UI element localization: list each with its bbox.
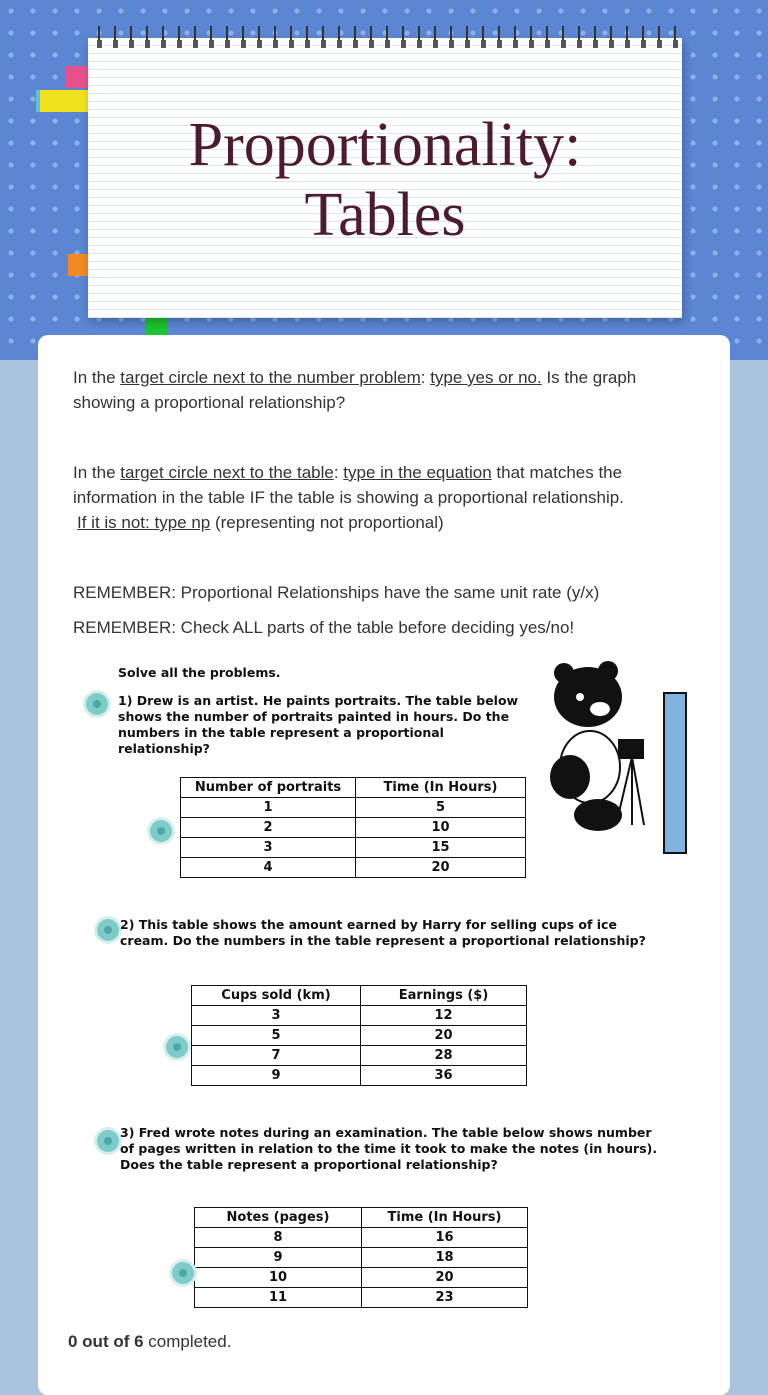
table-1-header: Number of portraits [181, 778, 356, 798]
instruction-2: In the target circle next to the table: type in the equation that matches the information in the table IF the table is showing a proportional relationship. If it is not: type np (representing not proportional) [73, 463, 624, 532]
worksheet-image [68, 657, 698, 1325]
target-circle-q2[interactable] [97, 919, 119, 941]
decorative-tab-pink [66, 66, 88, 88]
bear-artist-illustration [540, 657, 700, 857]
target-circle-table-1[interactable] [150, 820, 172, 842]
instruction-2-np-text: If it is not: type np [77, 513, 211, 532]
question-2: 2) This table shows the amount earned by Harry for selling cups of ice cream. Do the numbers in the table represent a proportional relationship? [120, 917, 646, 948]
table-3 [194, 1207, 528, 1308]
table-2 [191, 985, 527, 1086]
worksheet-heading: Solve all the problems. [118, 665, 281, 680]
instruction-2-equation-text: type in the equation [343, 463, 492, 482]
remember-2: REMEMBER: Check ALL parts of the table before deciding yes/no! [73, 618, 575, 637]
progress-status [68, 1332, 231, 1352]
remember-1: REMEMBER: Proportional Relationships have the same unit rate (y/x) [73, 583, 600, 602]
title-line-2: Tables [304, 181, 466, 249]
progress-count: 0 out of 6 [68, 1332, 144, 1351]
target-circle-q1[interactable] [86, 693, 108, 715]
target-circle-q3[interactable] [97, 1130, 119, 1152]
target-circle-table-3[interactable] [172, 1262, 194, 1284]
table-3-header: Notes (pages) [195, 1208, 362, 1228]
decorative-tab-orange [68, 254, 88, 276]
table-row: 3 15 [181, 838, 526, 858]
notepad-title-card [88, 38, 682, 318]
worksheet-card [38, 335, 730, 1395]
table-row: 1 5 [181, 798, 526, 818]
table-1-header: Time (In Hours) [356, 778, 526, 798]
page-title [88, 110, 682, 250]
table-1 [180, 777, 526, 878]
instruction-1: In the target circle next to the number problem: type yes or no. Is the graph showing a proportional relationship? [73, 368, 637, 412]
table-2-header: Earnings ($) [361, 986, 527, 1006]
table-row: 5 20 [192, 1026, 527, 1046]
table-2-header: Cups sold (km) [192, 986, 361, 1006]
title-line-1: Proportionality: [188, 111, 582, 179]
table-row: 9 36 [192, 1066, 527, 1086]
table-row: 9 18 [195, 1248, 528, 1268]
table-row: 2 10 [181, 818, 526, 838]
table-row: 3 12 [192, 1006, 527, 1026]
instruction-1-target-text: target circle next to the number problem [120, 368, 421, 387]
instruction-2-target-text: target circle next to the table [120, 463, 334, 482]
table-row: 7 28 [192, 1046, 527, 1066]
instruction-1-answer-text: type yes or no. [430, 368, 542, 387]
target-circle-table-2[interactable] [166, 1036, 188, 1058]
question-3: 3) Fred wrote notes during an examination. The table below shows number of pages written in relation to the time it took to make the notes (in hours). Does the table represent a proportional relationship? [120, 1125, 658, 1172]
table-row: 10 20 [195, 1268, 528, 1288]
header-banner [0, 0, 768, 360]
table-row: 8 16 [195, 1228, 528, 1248]
table-row: 4 20 [181, 858, 526, 878]
progress-suffix: completed. [143, 1332, 232, 1351]
table-3-header: Time (In Hours) [362, 1208, 528, 1228]
table-row: 11 23 [195, 1288, 528, 1308]
question-1: 1) Drew is an artist. He paints portraits. The table below shows the number of portraits painted in hours. Do the numbers in the table represent a proportional relationship? [118, 693, 519, 756]
spiral-binding-holes [88, 40, 682, 48]
decorative-tab-yellow [40, 90, 88, 112]
